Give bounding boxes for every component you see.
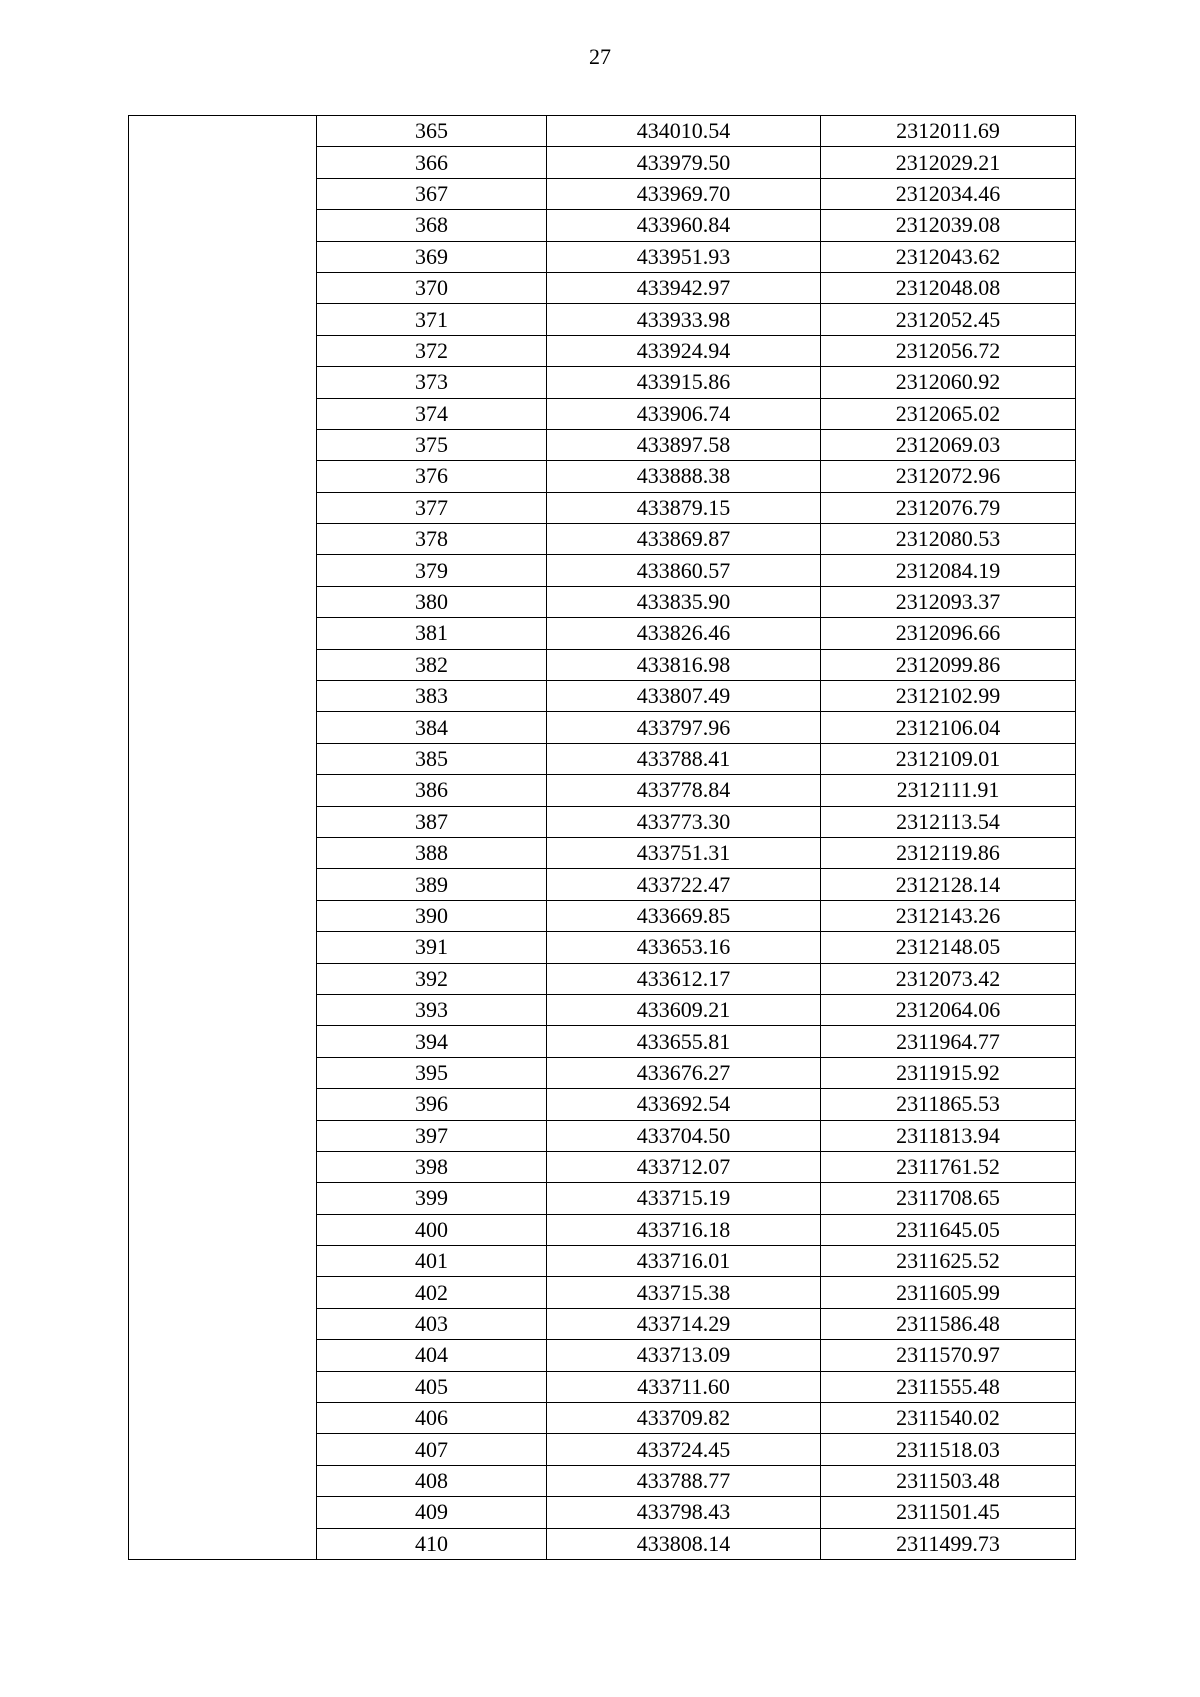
x-coordinate-cell: 433826.46 [547,618,821,649]
point-number-cell: 373 [317,367,547,398]
x-coordinate-cell: 433960.84 [547,210,821,241]
point-number-cell: 406 [317,1403,547,1434]
x-coordinate-cell: 433860.57 [547,555,821,586]
y-coordinate-cell: 2312076.79 [821,492,1076,523]
point-number-cell: 380 [317,586,547,617]
point-number-cell: 393 [317,994,547,1025]
point-number-cell: 379 [317,555,547,586]
x-coordinate-cell: 433797.96 [547,712,821,743]
y-coordinate-cell: 2312128.14 [821,869,1076,900]
point-number-cell: 376 [317,461,547,492]
x-coordinate-cell: 433778.84 [547,775,821,806]
x-coordinate-cell: 433722.47 [547,869,821,900]
point-number-cell: 403 [317,1308,547,1339]
x-coordinate-cell: 433788.77 [547,1465,821,1496]
y-coordinate-cell: 2311708.65 [821,1183,1076,1214]
x-coordinate-cell: 433609.21 [547,994,821,1025]
x-coordinate-cell: 433951.93 [547,241,821,272]
point-number-cell: 396 [317,1089,547,1120]
y-coordinate-cell: 2312102.99 [821,681,1076,712]
point-number-cell: 374 [317,398,547,429]
y-coordinate-cell: 2311645.05 [821,1214,1076,1245]
x-coordinate-cell: 433655.81 [547,1026,821,1057]
coordinate-table-body [129,116,1076,1560]
y-coordinate-cell: 2312113.54 [821,806,1076,837]
x-coordinate-cell: 433669.85 [547,900,821,931]
y-coordinate-cell: 2311499.73 [821,1528,1076,1559]
x-coordinate-cell: 433979.50 [547,147,821,178]
y-coordinate-cell: 2312148.05 [821,932,1076,963]
point-number-cell: 385 [317,743,547,774]
y-coordinate-cell: 2312069.03 [821,429,1076,460]
x-coordinate-cell: 433653.16 [547,932,821,963]
y-coordinate-cell: 2312080.53 [821,524,1076,555]
point-number-cell: 368 [317,210,547,241]
point-number-cell: 407 [317,1434,547,1465]
section-label-cell [129,116,317,1560]
x-coordinate-cell: 433713.09 [547,1340,821,1371]
x-coordinate-cell: 433751.31 [547,837,821,868]
point-number-cell: 404 [317,1340,547,1371]
y-coordinate-cell: 2312093.37 [821,586,1076,617]
point-number-cell: 372 [317,335,547,366]
point-number-cell: 400 [317,1214,547,1245]
point-number-cell: 390 [317,900,547,931]
point-number-cell: 409 [317,1497,547,1528]
point-number-cell: 398 [317,1151,547,1182]
x-coordinate-cell: 433869.87 [547,524,821,555]
y-coordinate-cell: 2311915.92 [821,1057,1076,1088]
y-coordinate-cell: 2311503.48 [821,1465,1076,1496]
y-coordinate-cell: 2312029.21 [821,147,1076,178]
y-coordinate-cell: 2311518.03 [821,1434,1076,1465]
y-coordinate-cell: 2311540.02 [821,1403,1076,1434]
point-number-cell: 395 [317,1057,547,1088]
x-coordinate-cell: 433724.45 [547,1434,821,1465]
y-coordinate-cell: 2312143.26 [821,900,1076,931]
point-number-cell: 392 [317,963,547,994]
table-row [129,116,1076,147]
x-coordinate-cell: 434010.54 [547,116,821,147]
y-coordinate-cell: 2311964.77 [821,1026,1076,1057]
x-coordinate-cell: 433788.41 [547,743,821,774]
point-number-cell: 381 [317,618,547,649]
point-number-cell: 405 [317,1371,547,1402]
y-coordinate-cell: 2312072.96 [821,461,1076,492]
point-number-cell: 371 [317,304,547,335]
point-number-cell: 394 [317,1026,547,1057]
y-coordinate-cell: 2312011.69 [821,116,1076,147]
y-coordinate-cell: 2312073.42 [821,963,1076,994]
x-coordinate-cell: 433915.86 [547,367,821,398]
x-coordinate-cell: 433969.70 [547,178,821,209]
point-number-cell: 375 [317,429,547,460]
y-coordinate-cell: 2312119.86 [821,837,1076,868]
point-number-cell: 388 [317,837,547,868]
point-number-cell: 366 [317,147,547,178]
point-number-cell: 365 [317,116,547,147]
x-coordinate-cell: 433704.50 [547,1120,821,1151]
point-number-cell: 377 [317,492,547,523]
x-coordinate-cell: 433715.38 [547,1277,821,1308]
point-number-cell: 402 [317,1277,547,1308]
y-coordinate-cell: 2312065.02 [821,398,1076,429]
point-number-cell: 384 [317,712,547,743]
y-coordinate-cell: 2311501.45 [821,1497,1076,1528]
y-coordinate-cell: 2312109.01 [821,743,1076,774]
y-coordinate-cell: 2312034.46 [821,178,1076,209]
point-number-cell: 370 [317,272,547,303]
x-coordinate-cell: 433942.97 [547,272,821,303]
y-coordinate-cell: 2312048.08 [821,272,1076,303]
y-coordinate-cell: 2312106.04 [821,712,1076,743]
x-coordinate-cell: 433816.98 [547,649,821,680]
x-coordinate-cell: 433712.07 [547,1151,821,1182]
x-coordinate-cell: 433612.17 [547,963,821,994]
x-coordinate-cell: 433807.49 [547,681,821,712]
point-number-cell: 383 [317,681,547,712]
x-coordinate-cell: 433906.74 [547,398,821,429]
y-coordinate-cell: 2312111.91 [821,775,1076,806]
point-number-cell: 391 [317,932,547,963]
x-coordinate-cell: 433711.60 [547,1371,821,1402]
y-coordinate-cell: 2312060.92 [821,367,1076,398]
point-number-cell: 387 [317,806,547,837]
coordinate-table [128,115,1076,1560]
x-coordinate-cell: 433709.82 [547,1403,821,1434]
point-number-cell: 397 [317,1120,547,1151]
y-coordinate-cell: 2312039.08 [821,210,1076,241]
x-coordinate-cell: 433676.27 [547,1057,821,1088]
x-coordinate-cell: 433835.90 [547,586,821,617]
y-coordinate-cell: 2312096.66 [821,618,1076,649]
x-coordinate-cell: 433715.19 [547,1183,821,1214]
x-coordinate-cell: 433924.94 [547,335,821,366]
x-coordinate-cell: 433692.54 [547,1089,821,1120]
point-number-cell: 401 [317,1246,547,1277]
x-coordinate-cell: 433714.29 [547,1308,821,1339]
page-number: 27 [589,44,611,69]
x-coordinate-cell: 433897.58 [547,429,821,460]
x-coordinate-cell: 433879.15 [547,492,821,523]
y-coordinate-cell: 2311570.97 [821,1340,1076,1371]
x-coordinate-cell: 433808.14 [547,1528,821,1559]
point-number-cell: 367 [317,178,547,209]
y-coordinate-cell: 2311865.53 [821,1089,1076,1120]
y-coordinate-cell: 2312052.45 [821,304,1076,335]
y-coordinate-cell: 2311555.48 [821,1371,1076,1402]
x-coordinate-cell: 433888.38 [547,461,821,492]
y-coordinate-cell: 2312099.86 [821,649,1076,680]
x-coordinate-cell: 433933.98 [547,304,821,335]
y-coordinate-cell: 2312084.19 [821,555,1076,586]
y-coordinate-cell: 2312056.72 [821,335,1076,366]
point-number-cell: 386 [317,775,547,806]
y-coordinate-cell: 2312064.06 [821,994,1076,1025]
x-coordinate-cell: 433716.01 [547,1246,821,1277]
x-coordinate-cell: 433716.18 [547,1214,821,1245]
x-coordinate-cell: 433773.30 [547,806,821,837]
y-coordinate-cell: 2311605.99 [821,1277,1076,1308]
y-coordinate-cell: 2311586.48 [821,1308,1076,1339]
point-number-cell: 378 [317,524,547,555]
y-coordinate-cell: 2312043.62 [821,241,1076,272]
point-number-cell: 382 [317,649,547,680]
point-number-cell: 410 [317,1528,547,1559]
y-coordinate-cell: 2311625.52 [821,1246,1076,1277]
y-coordinate-cell: 2311813.94 [821,1120,1076,1151]
point-number-cell: 399 [317,1183,547,1214]
x-coordinate-cell: 433798.43 [547,1497,821,1528]
point-number-cell: 408 [317,1465,547,1496]
point-number-cell: 369 [317,241,547,272]
point-number-cell: 389 [317,869,547,900]
y-coordinate-cell: 2311761.52 [821,1151,1076,1182]
